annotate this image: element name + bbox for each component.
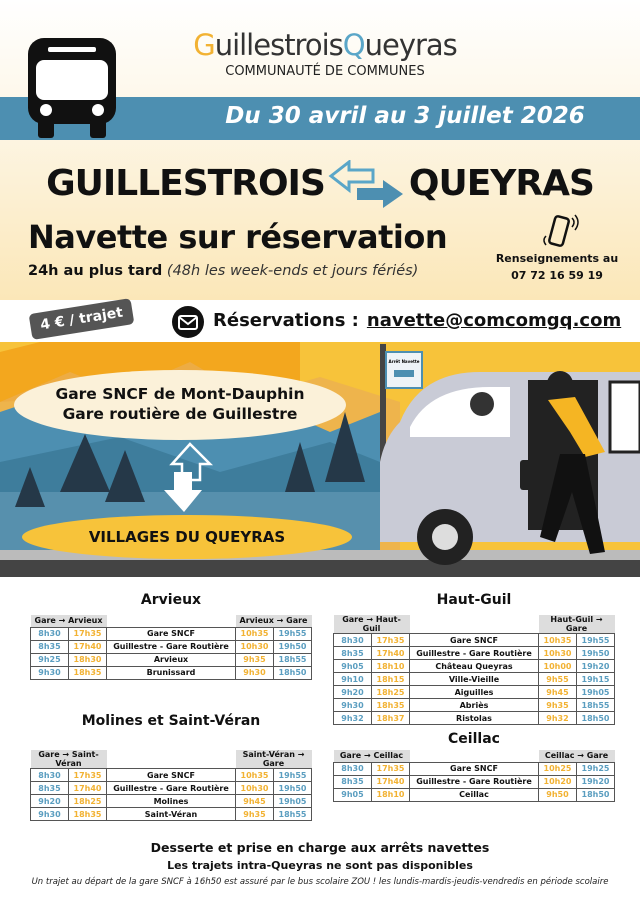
time-cell: 18h30 [69,653,107,666]
return-header: Arvieux → Gare [236,615,312,627]
table-row [334,634,615,647]
time-cell: 8h30 [334,762,372,775]
time-cell: 19h20 [577,775,615,788]
return-header: Haut-Guil → Gare [539,615,615,634]
time-cell: 9h30 [236,666,274,679]
time-cell: 10h35 [236,627,274,640]
return-header: Ceillac → Gare [539,750,615,762]
time-cell: 18h55 [274,808,312,821]
time-cell: 8h30 [31,769,69,782]
time-cell: 19h55 [274,627,312,640]
outbound-header: Gare → Saint-Véran [31,750,107,769]
time-cell: 9h45 [236,795,274,808]
stop-name: Gare SNCF [410,634,539,647]
table-row [334,775,615,788]
time-cell: 18h35 [69,808,107,821]
origin-label: Gare SNCF de Mont-Dauphin Gare routière de Guillestre [14,370,346,440]
time-cell: 19h50 [274,782,312,795]
stop-name: Gare SNCF [107,627,236,640]
time-cell: 8h30 [31,627,69,640]
footer-line-3: Un trajet au départ de la gare SNCF à 16h50 est assuré par le bus scolaire ZOU ! les lundis-mardis-jeudis-vendredis en période scolaire [31,877,609,887]
booking-deadline: 24h au plus tard (48h les week-ends et jours fériés) [28,263,419,279]
time-cell: 17h35 [69,769,107,782]
table-row [31,769,312,782]
blank-header [107,615,236,627]
blank-header [410,750,539,762]
timetable-title: Ceillac [448,731,500,747]
table-row [334,673,615,686]
time-cell: 9h30 [334,699,372,712]
time-cell: 10h00 [539,660,577,673]
outbound-header: Gare → Haut-Guil [334,615,410,634]
time-cell: 9h25 [31,653,69,666]
time-cell: 18h55 [577,699,615,712]
table-row [334,686,615,699]
time-cell: 8h35 [31,782,69,795]
table-row [334,762,615,775]
time-cell: 9h32 [334,712,372,725]
footer-line-1: Desserte et prise en charge aux arrêts navettes [150,840,490,855]
time-cell: 10h20 [539,775,577,788]
time-cell: 9h20 [31,795,69,808]
stop-name: Château Queyras [410,660,539,673]
timetable [30,615,312,680]
route-from: GUILLESTROIS [46,163,325,204]
stop-name: Gare SNCF [410,762,539,775]
time-cell: 10h35 [236,769,274,782]
bidirectional-arrow-icon [327,160,407,210]
table-row [31,666,312,679]
stop-name: Abriès [410,699,539,712]
time-cell: 18h10 [372,788,410,801]
email-link[interactable]: navette@comcomgq.com [366,310,622,331]
time-cell: 19h55 [274,769,312,782]
date-range: Du 30 avril au 3 juillet 2026 [225,103,585,129]
info-contact: Renseignements au 07 72 16 59 19 [492,250,622,284]
time-cell: 19h50 [577,647,615,660]
outbound-header: Gare → Ceillac [334,750,410,762]
stop-name: Aiguilles [410,686,539,699]
time-cell: 19h25 [577,762,615,775]
time-cell: 17h35 [372,762,410,775]
time-cell: 18h35 [372,699,410,712]
stop-name: Guillestre - Gare Routière [410,775,539,788]
time-cell: 9h50 [539,788,577,801]
phone-number[interactable]: 07 72 16 59 19 [511,269,603,282]
time-cell: 18h35 [69,666,107,679]
logo-subtitle: COMMUNAUTÉ DE COMMUNES [225,64,425,79]
time-cell: 10h30 [236,782,274,795]
time-cell: 9h35 [236,653,274,666]
bus-icon [26,36,118,140]
stop-name: Brunissard [107,666,236,679]
time-cell: 8h35 [31,640,69,653]
table-row [31,782,312,795]
table-row [334,712,615,725]
stop-name: Saint-Véran [107,808,236,821]
timetable [30,750,312,821]
price-badge: 4 € / trajet [29,298,135,340]
stop-name: Guillestre - Gare Routière [107,782,236,795]
destination-label: VILLAGES DU QUEYRAS [22,515,352,559]
time-cell: 9h35 [236,808,274,821]
time-cell: 17h40 [69,782,107,795]
table-row [334,647,615,660]
stop-name: Arvieux [107,653,236,666]
time-cell: 17h40 [69,640,107,653]
time-cell: 17h35 [69,627,107,640]
timetable-title: Molines et Saint-Véran [81,713,261,729]
time-cell: 19h15 [577,673,615,686]
time-cell: 8h35 [334,775,372,788]
timetable [333,615,615,725]
footer-notes [0,840,640,887]
up-down-arrow-icon [160,442,214,514]
stop-name: Guillestre - Gare Routière [410,647,539,660]
time-cell: 9h30 [31,666,69,679]
table-row [31,653,312,666]
timetable [333,750,615,802]
blank-header [107,750,236,769]
time-cell: 18h37 [372,712,410,725]
time-cell: 18h50 [577,712,615,725]
table-row [334,699,615,712]
time-cell: 18h25 [69,795,107,808]
stop-name: Molines [107,795,236,808]
time-cell: 9h45 [539,686,577,699]
time-cell: 10h30 [539,647,577,660]
time-cell: 19h20 [577,660,615,673]
stop-name: Gare SNCF [107,769,236,782]
time-cell: 10h25 [539,762,577,775]
phone-icon [540,214,582,250]
time-cell: 8h35 [334,647,372,660]
time-cell: 17h40 [372,647,410,660]
time-cell: 18h50 [274,666,312,679]
stop-name: Ristolas [410,712,539,725]
time-cell: 19h50 [274,640,312,653]
table-row [334,788,615,801]
table-row [31,627,312,640]
blank-header [410,615,539,634]
table-row [31,795,312,808]
footer-line-2: Les trajets intra-Queyras ne sont pas disponibles [167,859,473,872]
time-cell: 19h55 [577,634,615,647]
time-cell: 9h30 [31,808,69,821]
time-cell: 10h30 [236,640,274,653]
stop-sign-text: Arrêt Navette [388,359,420,364]
route-to: QUEYRAS [408,163,594,204]
time-cell: 18h10 [372,660,410,673]
table-row [31,640,312,653]
time-cell: 9h55 [539,673,577,686]
time-cell: 17h40 [372,775,410,788]
stop-name: Ceillac [410,788,539,801]
time-cell: 9h10 [334,673,372,686]
return-header: Saint-Véran → Gare [236,750,312,769]
time-cell: 18h50 [577,788,615,801]
route-title [0,160,640,210]
outbound-header: Gare → Arvieux [31,615,107,627]
logo: GuillestroisQueyras COMMUNAUTÉ DE COMMUNES [175,28,475,79]
time-cell: 9h35 [539,699,577,712]
time-cell: 9h05 [334,788,372,801]
time-cell: 9h05 [334,660,372,673]
time-cell: 17h35 [372,634,410,647]
time-cell: 18h55 [274,653,312,666]
envelope-icon [172,306,204,338]
time-cell: 18h25 [372,686,410,699]
time-cell: 19h05 [274,795,312,808]
timetable-title: Haut-Guil [436,592,512,608]
reservation-line: Réservations : navette@comcomgq.com [213,310,622,331]
table-row [334,660,615,673]
time-cell: 9h32 [539,712,577,725]
table-row [31,808,312,821]
stop-name: Ville-Vieille [410,673,539,686]
timetable-title: Arvieux [140,592,202,608]
time-cell: 19h05 [577,686,615,699]
stop-name: Guillestre - Gare Routière [107,640,236,653]
time-cell: 9h20 [334,686,372,699]
service-title: Navette sur réservation [28,218,448,256]
time-cell: 8h30 [334,634,372,647]
time-cell: 18h15 [372,673,410,686]
time-cell: 10h35 [539,634,577,647]
